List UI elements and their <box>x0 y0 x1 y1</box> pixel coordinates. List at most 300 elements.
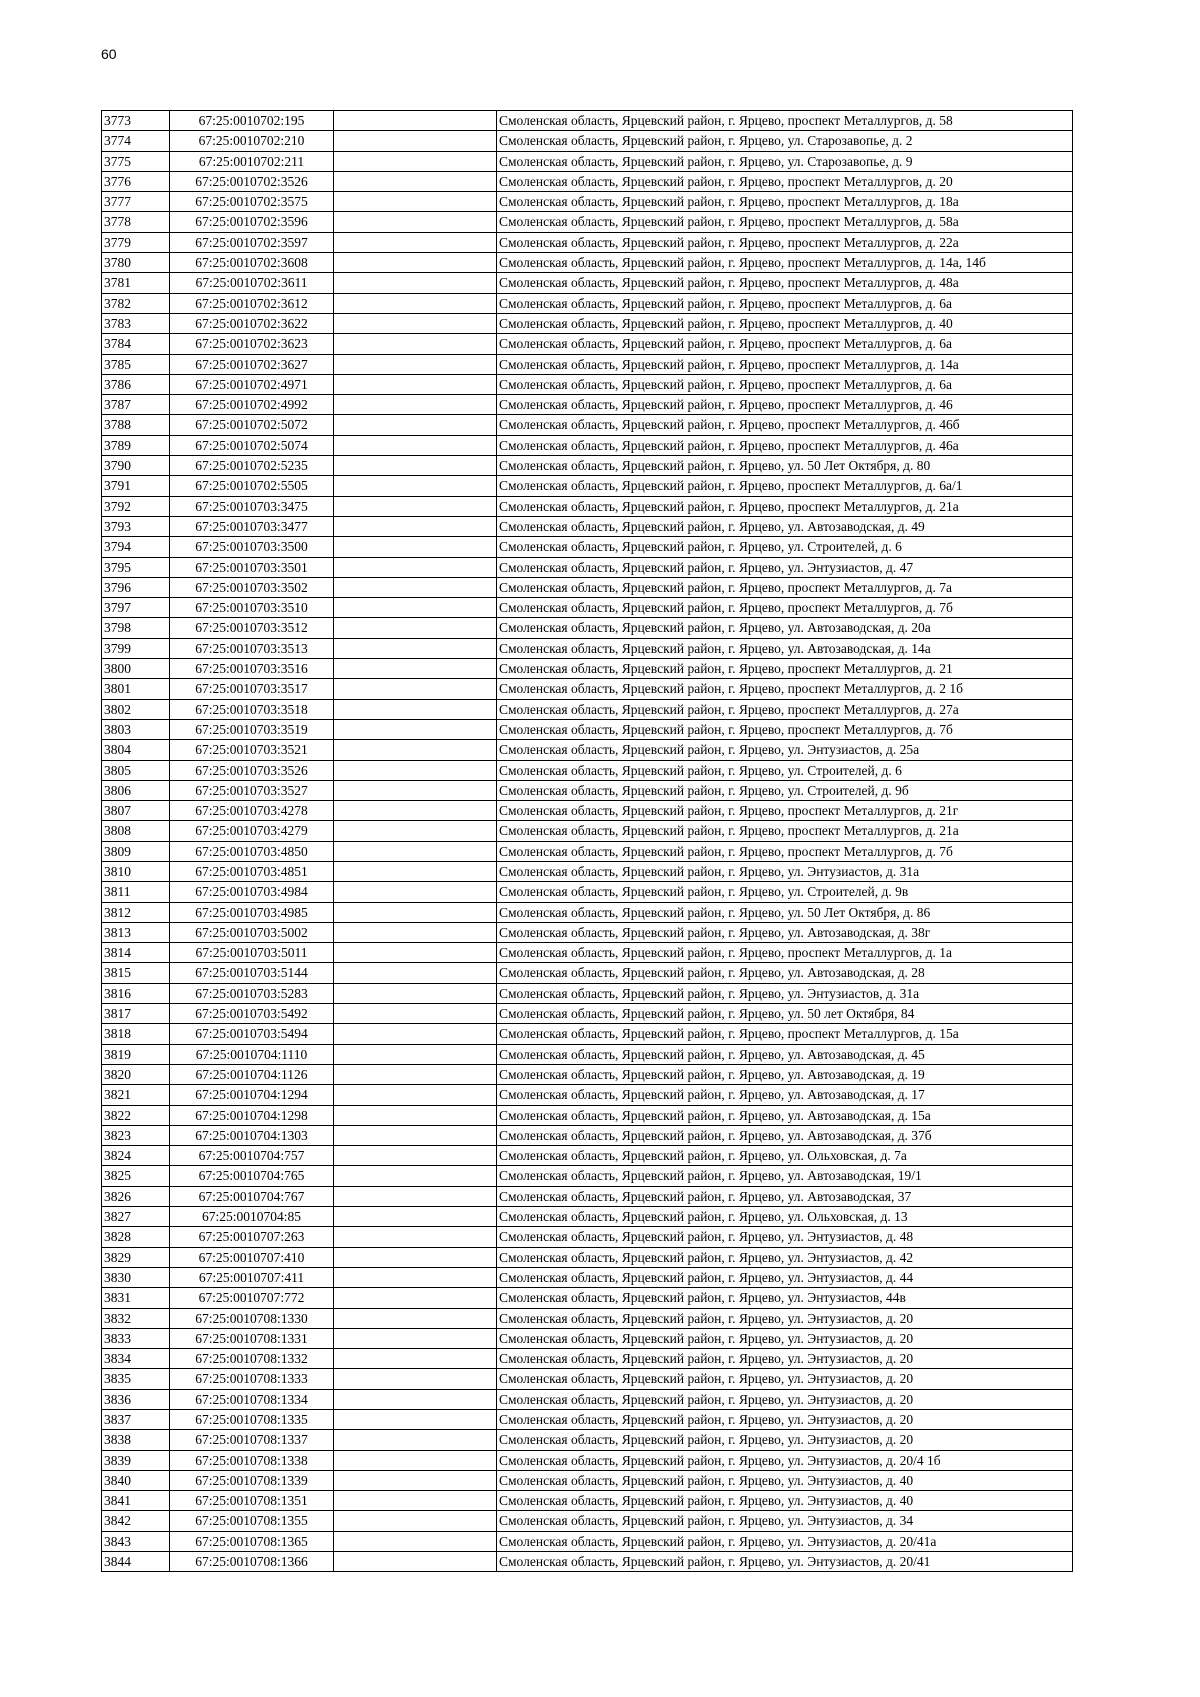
address-cell: Смоленская область, Ярцевский район, г. Ярцево, ул. Энтузиастов, д. 20 <box>497 1430 1073 1450</box>
address-cell: Смоленская область, Ярцевский район, г. Ярцево, ул. Энтузиастов, д. 42 <box>497 1247 1073 1267</box>
cadastral-number-cell: 67:25:0010702:3623 <box>170 334 334 354</box>
row-number-cell: 3773 <box>102 111 170 131</box>
table-row <box>102 537 1073 557</box>
cadastral-number-cell: 67:25:0010703:3518 <box>170 699 334 719</box>
row-number-cell: 3786 <box>102 374 170 394</box>
row-number-cell: 3810 <box>102 861 170 881</box>
address-cell: Смоленская область, Ярцевский район, г. Ярцево, ул. Ольховская, д. 13 <box>497 1207 1073 1227</box>
table-row <box>102 476 1073 496</box>
row-number-cell: 3818 <box>102 1024 170 1044</box>
table-row <box>102 882 1073 902</box>
table-row <box>102 1044 1073 1064</box>
address-cell: Смоленская область, Ярцевский район, г. Ярцево, ул. Автозаводская, 19/1 <box>497 1166 1073 1186</box>
row-number-cell: 3803 <box>102 719 170 739</box>
table-row <box>102 1267 1073 1287</box>
empty-cell <box>334 1247 497 1267</box>
cadastral-number-cell: 67:25:0010703:3519 <box>170 719 334 739</box>
cadastral-number-cell: 67:25:0010703:4279 <box>170 821 334 841</box>
empty-cell <box>334 780 497 800</box>
address-cell: Смоленская область, Ярцевский район, г. Ярцево, ул. Автозаводская, д. 28 <box>497 963 1073 983</box>
table-row <box>102 1207 1073 1227</box>
row-number-cell: 3812 <box>102 902 170 922</box>
address-cell: Смоленская область, Ярцевский район, г. Ярцево, проспект Металлургов, д. 1а <box>497 943 1073 963</box>
cadastral-number-cell: 67:25:0010703:4851 <box>170 861 334 881</box>
cadastral-number-cell: 67:25:0010704:1126 <box>170 1064 334 1084</box>
row-number-cell: 3804 <box>102 740 170 760</box>
row-number-cell: 3817 <box>102 1004 170 1024</box>
address-cell: Смоленская область, Ярцевский район, г. Ярцево, ул. Энтузиастов, д. 20 <box>497 1349 1073 1369</box>
table-row <box>102 171 1073 191</box>
row-number-cell: 3780 <box>102 253 170 273</box>
address-cell: Смоленская область, Ярцевский район, г. Ярцево, ул. Энтузиастов, д. 44 <box>497 1267 1073 1287</box>
cadastral-number-cell: 67:25:0010702:4992 <box>170 395 334 415</box>
cadastral-number-cell: 67:25:0010708:1355 <box>170 1511 334 1531</box>
row-number-cell: 3778 <box>102 212 170 232</box>
page-number: 60 <box>101 46 117 62</box>
empty-cell <box>334 1531 497 1551</box>
address-cell: Смоленская область, Ярцевский район, г. Ярцево, ул. Строителей, д. 9в <box>497 882 1073 902</box>
cadastral-number-cell: 67:25:0010708:1332 <box>170 1349 334 1369</box>
address-cell: Смоленская область, Ярцевский район, г. Ярцево, проспект Металлургов, д. 14а, 14б <box>497 253 1073 273</box>
table-row <box>102 192 1073 212</box>
empty-cell <box>334 1389 497 1409</box>
table-row <box>102 1349 1073 1369</box>
address-cell: Смоленская область, Ярцевский район, г. Ярцево, ул. Энтузиастов, д. 48 <box>497 1227 1073 1247</box>
empty-cell <box>334 1085 497 1105</box>
table-row <box>102 659 1073 679</box>
row-number-cell: 3807 <box>102 801 170 821</box>
empty-cell <box>334 618 497 638</box>
address-cell: Смоленская область, Ярцевский район, г. Ярцево, ул. Энтузиастов, д. 20 <box>497 1389 1073 1409</box>
cadastral-number-cell: 67:25:0010704:765 <box>170 1166 334 1186</box>
row-number-cell: 3843 <box>102 1531 170 1551</box>
empty-cell <box>334 861 497 881</box>
row-number-cell: 3819 <box>102 1044 170 1064</box>
address-cell: Смоленская область, Ярцевский район, г. Ярцево, ул. Энтузиастов, д. 20 <box>497 1328 1073 1348</box>
cadastral-number-cell: 67:25:0010703:3502 <box>170 577 334 597</box>
address-cell: Смоленская область, Ярцевский район, г. Ярцево, ул. Энтузиастов, 44в <box>497 1288 1073 1308</box>
table-row <box>102 598 1073 618</box>
address-cell: Смоленская область, Ярцевский район, г. Ярцево, ул. Автозаводская, д. 17 <box>497 1085 1073 1105</box>
row-number-cell: 3815 <box>102 963 170 983</box>
empty-cell <box>334 313 497 333</box>
table-row <box>102 131 1073 151</box>
cadastral-number-cell: 67:25:0010708:1339 <box>170 1470 334 1490</box>
address-cell: Смоленская область, Ярцевский район, г. Ярцево, проспект Металлургов, д. 18а <box>497 192 1073 212</box>
table-row <box>102 1389 1073 1409</box>
table-row <box>102 902 1073 922</box>
cadastral-number-cell: 67:25:0010708:1335 <box>170 1410 334 1430</box>
row-number-cell: 3824 <box>102 1146 170 1166</box>
row-number-cell: 3844 <box>102 1552 170 1572</box>
empty-cell <box>334 1125 497 1145</box>
empty-cell <box>334 1044 497 1064</box>
table-row <box>102 354 1073 374</box>
empty-cell <box>334 841 497 861</box>
cadastral-number-cell: 67:25:0010704:1298 <box>170 1105 334 1125</box>
cadastral-number-cell: 67:25:0010708:1365 <box>170 1531 334 1551</box>
empty-cell <box>334 395 497 415</box>
table-row <box>102 1004 1073 1024</box>
empty-cell <box>334 1024 497 1044</box>
cadastral-number-cell: 67:25:0010703:5144 <box>170 963 334 983</box>
cadastral-number-cell: 67:25:0010702:5505 <box>170 476 334 496</box>
row-number-cell: 3802 <box>102 699 170 719</box>
empty-cell <box>334 1105 497 1125</box>
row-number-cell: 3829 <box>102 1247 170 1267</box>
row-number-cell: 3827 <box>102 1207 170 1227</box>
table-row <box>102 111 1073 131</box>
address-cell: Смоленская область, Ярцевский район, г. Ярцево, проспект Металлургов, д. 46 <box>497 395 1073 415</box>
address-cell: Смоленская область, Ярцевский район, г. Ярцево, проспект Металлургов, д. 48а <box>497 273 1073 293</box>
cadastral-number-cell: 67:25:0010703:4850 <box>170 841 334 861</box>
cadastral-number-cell: 67:25:0010703:3521 <box>170 740 334 760</box>
row-number-cell: 3831 <box>102 1288 170 1308</box>
address-cell: Смоленская область, Ярцевский район, г. Ярцево, ул. Автозаводская, д. 49 <box>497 516 1073 536</box>
registry-table-body <box>102 111 1073 1572</box>
table-row <box>102 841 1073 861</box>
row-number-cell: 3777 <box>102 192 170 212</box>
address-cell: Смоленская область, Ярцевский район, г. Ярцево, проспект Металлургов, д. 7б <box>497 719 1073 739</box>
row-number-cell: 3796 <box>102 577 170 597</box>
empty-cell <box>334 760 497 780</box>
cadastral-number-cell: 67:25:0010703:3517 <box>170 679 334 699</box>
empty-cell <box>334 1511 497 1531</box>
address-cell: Смоленская область, Ярцевский район, г. Ярцево, проспект Металлургов, д. 58а <box>497 212 1073 232</box>
table-row <box>102 232 1073 252</box>
row-number-cell: 3801 <box>102 679 170 699</box>
empty-cell <box>334 821 497 841</box>
table-row <box>102 151 1073 171</box>
address-cell: Смоленская область, Ярцевский район, г. Ярцево, проспект Металлургов, д. 6а <box>497 334 1073 354</box>
cadastral-number-cell: 67:25:0010702:5072 <box>170 415 334 435</box>
address-cell: Смоленская область, Ярцевский район, г. Ярцево, ул. Автозаводская, д. 37б <box>497 1125 1073 1145</box>
table-row <box>102 1186 1073 1206</box>
address-cell: Смоленская область, Ярцевский район, г. Ярцево, проспект Металлургов, д. 21 <box>497 659 1073 679</box>
cadastral-number-cell: 67:25:0010703:3477 <box>170 516 334 536</box>
address-cell: Смоленская область, Ярцевский район, г. Ярцево, ул. Строителей, д. 6 <box>497 760 1073 780</box>
cadastral-number-cell: 67:25:0010703:3526 <box>170 760 334 780</box>
table-row <box>102 1410 1073 1430</box>
empty-cell <box>334 679 497 699</box>
cadastral-number-cell: 67:25:0010708:1334 <box>170 1389 334 1409</box>
table-row <box>102 943 1073 963</box>
empty-cell <box>334 192 497 212</box>
table-row <box>102 1531 1073 1551</box>
row-number-cell: 3808 <box>102 821 170 841</box>
table-row <box>102 415 1073 435</box>
cadastral-number-cell: 67:25:0010708:1331 <box>170 1328 334 1348</box>
row-number-cell: 3774 <box>102 131 170 151</box>
address-cell: Смоленская область, Ярцевский район, г. Ярцево, ул. Энтузиастов, д. 20 <box>497 1369 1073 1389</box>
table-row <box>102 1125 1073 1145</box>
row-number-cell: 3830 <box>102 1267 170 1287</box>
cadastral-number-cell: 67:25:0010703:4278 <box>170 801 334 821</box>
table-row <box>102 963 1073 983</box>
address-cell: Смоленская область, Ярцевский район, г. Ярцево, проспект Металлургов, д. 15а <box>497 1024 1073 1044</box>
empty-cell <box>334 516 497 536</box>
cadastral-number-cell: 67:25:0010703:3500 <box>170 537 334 557</box>
cadastral-number-cell: 67:25:0010704:1294 <box>170 1085 334 1105</box>
table-row <box>102 861 1073 881</box>
table-row <box>102 983 1073 1003</box>
cadastral-number-cell: 67:25:0010702:210 <box>170 131 334 151</box>
empty-cell <box>334 1288 497 1308</box>
row-number-cell: 3822 <box>102 1105 170 1125</box>
row-number-cell: 3841 <box>102 1491 170 1511</box>
row-number-cell: 3789 <box>102 435 170 455</box>
empty-cell <box>334 699 497 719</box>
table-row <box>102 719 1073 739</box>
cadastral-number-cell: 67:25:0010708:1330 <box>170 1308 334 1328</box>
table-row <box>102 1166 1073 1186</box>
row-number-cell: 3834 <box>102 1349 170 1369</box>
row-number-cell: 3820 <box>102 1064 170 1084</box>
address-cell: Смоленская область, Ярцевский район, г. Ярцево, ул. Автозаводская, д. 19 <box>497 1064 1073 1084</box>
address-cell: Смоленская область, Ярцевский район, г. Ярцево, ул. Строителей, д. 9б <box>497 780 1073 800</box>
cadastral-number-cell: 67:25:0010703:5002 <box>170 922 334 942</box>
cadastral-number-cell: 67:25:0010703:5011 <box>170 943 334 963</box>
table-row <box>102 1308 1073 1328</box>
address-cell: Смоленская область, Ярцевский район, г. Ярцево, ул. Ольховская, д. 7а <box>497 1146 1073 1166</box>
row-number-cell: 3799 <box>102 638 170 658</box>
table-row <box>102 435 1073 455</box>
empty-cell <box>334 1349 497 1369</box>
row-number-cell: 3779 <box>102 232 170 252</box>
cadastral-number-cell: 67:25:0010708:1338 <box>170 1450 334 1470</box>
cadastral-number-cell: 67:25:0010702:211 <box>170 151 334 171</box>
table-row <box>102 577 1073 597</box>
address-cell: Смоленская область, Ярцевский район, г. Ярцево, проспект Металлургов, д. 58 <box>497 111 1073 131</box>
row-number-cell: 3782 <box>102 293 170 313</box>
address-cell: Смоленская область, Ярцевский район, г. Ярцево, проспект Металлургов, д. 7б <box>497 598 1073 618</box>
row-number-cell: 3814 <box>102 943 170 963</box>
row-number-cell: 3797 <box>102 598 170 618</box>
empty-cell <box>334 171 497 191</box>
empty-cell <box>334 131 497 151</box>
row-number-cell: 3839 <box>102 1450 170 1470</box>
address-cell: Смоленская область, Ярцевский район, г. Ярцево, ул. Энтузиастов, д. 25а <box>497 740 1073 760</box>
cadastral-number-cell: 67:25:0010703:4984 <box>170 882 334 902</box>
address-cell: Смоленская область, Ярцевский район, г. Ярцево, проспект Металлургов, д. 7а <box>497 577 1073 597</box>
address-cell: Смоленская область, Ярцевский район, г. Ярцево, проспект Металлургов, д. 2 1б <box>497 679 1073 699</box>
empty-cell <box>334 1369 497 1389</box>
row-number-cell: 3838 <box>102 1430 170 1450</box>
empty-cell <box>334 1410 497 1430</box>
cadastral-number-cell: 67:25:0010703:5492 <box>170 1004 334 1024</box>
cadastral-number-cell: 67:25:0010702:3597 <box>170 232 334 252</box>
cadastral-number-cell: 67:25:0010704:85 <box>170 1207 334 1227</box>
address-cell: Смоленская область, Ярцевский район, г. Ярцево, ул. Автозаводская, 37 <box>497 1186 1073 1206</box>
empty-cell <box>334 1552 497 1572</box>
row-number-cell: 3811 <box>102 882 170 902</box>
table-row <box>102 699 1073 719</box>
row-number-cell: 3813 <box>102 922 170 942</box>
row-number-cell: 3840 <box>102 1470 170 1490</box>
empty-cell <box>334 374 497 394</box>
address-cell: Смоленская область, Ярцевский район, г. Ярцево, ул. Старозавопье, д. 2 <box>497 131 1073 151</box>
row-number-cell: 3805 <box>102 760 170 780</box>
row-number-cell: 3821 <box>102 1085 170 1105</box>
empty-cell <box>334 638 497 658</box>
empty-cell <box>334 476 497 496</box>
address-cell: Смоленская область, Ярцевский район, г. Ярцево, ул. Энтузиастов, д. 20/41а <box>497 1531 1073 1551</box>
row-number-cell: 3833 <box>102 1328 170 1348</box>
table-row <box>102 1450 1073 1470</box>
cadastral-number-cell: 67:25:0010707:411 <box>170 1267 334 1287</box>
registry-table <box>101 110 1073 1572</box>
address-cell: Смоленская область, Ярцевский район, г. Ярцево, проспект Металлургов, д. 6а <box>497 374 1073 394</box>
empty-cell <box>334 1470 497 1490</box>
empty-cell <box>334 1491 497 1511</box>
cadastral-number-cell: 67:25:0010702:4971 <box>170 374 334 394</box>
row-number-cell: 3795 <box>102 557 170 577</box>
empty-cell <box>334 963 497 983</box>
empty-cell <box>334 1267 497 1287</box>
empty-cell <box>334 719 497 739</box>
address-cell: Смоленская область, Ярцевский район, г. Ярцево, ул. 50 лет Октября, 84 <box>497 1004 1073 1024</box>
address-cell: Смоленская область, Ярцевский район, г. Ярцево, ул. Энтузиастов, д. 34 <box>497 1511 1073 1531</box>
table-row <box>102 313 1073 333</box>
empty-cell <box>334 1186 497 1206</box>
row-number-cell: 3785 <box>102 354 170 374</box>
address-cell: Смоленская область, Ярцевский район, г. Ярцево, ул. Старозавопье, д. 9 <box>497 151 1073 171</box>
empty-cell <box>334 334 497 354</box>
address-cell: Смоленская область, Ярцевский район, г. Ярцево, проспект Металлургов, д. 14а <box>497 354 1073 374</box>
address-cell: Смоленская область, Ярцевский район, г. Ярцево, ул. Энтузиастов, д. 20/41 <box>497 1552 1073 1572</box>
row-number-cell: 3832 <box>102 1308 170 1328</box>
address-cell: Смоленская область, Ярцевский район, г. Ярцево, ул. Энтузиастов, д. 40 <box>497 1470 1073 1490</box>
empty-cell <box>334 496 497 516</box>
address-cell: Смоленская область, Ярцевский район, г. Ярцево, ул. Автозаводская, д. 15а <box>497 1105 1073 1125</box>
cadastral-number-cell: 67:25:0010703:3527 <box>170 780 334 800</box>
empty-cell <box>334 557 497 577</box>
address-cell: Смоленская область, Ярцевский район, г. Ярцево, проспект Металлургов, д. 20 <box>497 171 1073 191</box>
address-cell: Смоленская область, Ярцевский район, г. Ярцево, проспект Металлургов, д. 6а <box>497 293 1073 313</box>
address-cell: Смоленская область, Ярцевский район, г. Ярцево, проспект Металлургов, д. 27а <box>497 699 1073 719</box>
empty-cell <box>334 1146 497 1166</box>
table-row <box>102 557 1073 577</box>
address-cell: Смоленская область, Ярцевский район, г. Ярцево, проспект Металлургов, д. 21а <box>497 821 1073 841</box>
table-row <box>102 1227 1073 1247</box>
empty-cell <box>334 801 497 821</box>
empty-cell <box>334 659 497 679</box>
address-cell: Смоленская область, Ярцевский район, г. Ярцево, проспект Металлургов, д. 22а <box>497 232 1073 252</box>
table-row <box>102 1552 1073 1572</box>
address-cell: Смоленская область, Ярцевский район, г. Ярцево, ул. Энтузиастов, д. 31а <box>497 983 1073 1003</box>
row-number-cell: 3792 <box>102 496 170 516</box>
address-cell: Смоленская область, Ярцевский район, г. Ярцево, ул. 50 Лет Октября, д. 86 <box>497 902 1073 922</box>
cadastral-number-cell: 67:25:0010707:772 <box>170 1288 334 1308</box>
table-row <box>102 1146 1073 1166</box>
address-cell: Смоленская область, Ярцевский район, г. Ярцево, проспект Металлургов, д. 21а <box>497 496 1073 516</box>
cadastral-number-cell: 67:25:0010707:410 <box>170 1247 334 1267</box>
cadastral-number-cell: 67:25:0010707:263 <box>170 1227 334 1247</box>
table-row <box>102 293 1073 313</box>
table-row <box>102 253 1073 273</box>
empty-cell <box>334 598 497 618</box>
address-cell: Смоленская область, Ярцевский район, г. Ярцево, ул. Автозаводская, д. 14а <box>497 638 1073 658</box>
cadastral-number-cell: 67:25:0010708:1351 <box>170 1491 334 1511</box>
empty-cell <box>334 111 497 131</box>
address-cell: Смоленская область, Ярцевский район, г. Ярцево, ул. Энтузиастов, д. 47 <box>497 557 1073 577</box>
cadastral-number-cell: 67:25:0010708:1337 <box>170 1430 334 1450</box>
row-number-cell: 3809 <box>102 841 170 861</box>
cadastral-number-cell: 67:25:0010702:3526 <box>170 171 334 191</box>
cadastral-number-cell: 67:25:0010703:5494 <box>170 1024 334 1044</box>
cadastral-number-cell: 67:25:0010702:5074 <box>170 435 334 455</box>
empty-cell <box>334 1227 497 1247</box>
cadastral-number-cell: 67:25:0010702:3611 <box>170 273 334 293</box>
empty-cell <box>334 1430 497 1450</box>
cadastral-number-cell: 67:25:0010702:195 <box>170 111 334 131</box>
row-number-cell: 3790 <box>102 456 170 476</box>
empty-cell <box>334 1308 497 1328</box>
row-number-cell: 3800 <box>102 659 170 679</box>
cadastral-number-cell: 67:25:0010703:3475 <box>170 496 334 516</box>
table-row <box>102 922 1073 942</box>
row-number-cell: 3781 <box>102 273 170 293</box>
empty-cell <box>334 232 497 252</box>
empty-cell <box>334 456 497 476</box>
table-row <box>102 1470 1073 1490</box>
cadastral-number-cell: 67:25:0010702:3575 <box>170 192 334 212</box>
empty-cell <box>334 253 497 273</box>
address-cell: Смоленская область, Ярцевский район, г. Ярцево, ул. Строителей, д. 6 <box>497 537 1073 557</box>
address-cell: Смоленская область, Ярцевский район, г. Ярцево, ул. Энтузиастов, д. 40 <box>497 1491 1073 1511</box>
table-row <box>102 1511 1073 1531</box>
cadastral-number-cell: 67:25:0010708:1333 <box>170 1369 334 1389</box>
cadastral-number-cell: 67:25:0010702:5235 <box>170 456 334 476</box>
row-number-cell: 3816 <box>102 983 170 1003</box>
row-number-cell: 3837 <box>102 1410 170 1430</box>
address-cell: Смоленская область, Ярцевский район, г. Ярцево, проспект Металлургов, д. 6а/1 <box>497 476 1073 496</box>
empty-cell <box>334 537 497 557</box>
empty-cell <box>334 902 497 922</box>
table-row <box>102 1024 1073 1044</box>
cadastral-number-cell: 67:25:0010702:3622 <box>170 313 334 333</box>
table-row <box>102 334 1073 354</box>
row-number-cell: 3842 <box>102 1511 170 1531</box>
table-row <box>102 1105 1073 1125</box>
empty-cell <box>334 943 497 963</box>
table-row <box>102 760 1073 780</box>
row-number-cell: 3798 <box>102 618 170 638</box>
cadastral-number-cell: 67:25:0010703:4985 <box>170 902 334 922</box>
empty-cell <box>334 212 497 232</box>
empty-cell <box>334 1064 497 1084</box>
cadastral-number-cell: 67:25:0010704:1110 <box>170 1044 334 1064</box>
cadastral-number-cell: 67:25:0010702:3608 <box>170 253 334 273</box>
table-row <box>102 679 1073 699</box>
cadastral-number-cell: 67:25:0010702:3627 <box>170 354 334 374</box>
cadastral-number-cell: 67:25:0010703:3516 <box>170 659 334 679</box>
row-number-cell: 3787 <box>102 395 170 415</box>
table-row <box>102 1369 1073 1389</box>
row-number-cell: 3788 <box>102 415 170 435</box>
row-number-cell: 3783 <box>102 313 170 333</box>
address-cell: Смоленская область, Ярцевский район, г. Ярцево, ул. Энтузиастов, д. 31а <box>497 861 1073 881</box>
table-row <box>102 1430 1073 1450</box>
address-cell: Смоленская область, Ярцевский район, г. Ярцево, проспект Металлургов, д. 46а <box>497 435 1073 455</box>
cadastral-number-cell: 67:25:0010704:767 <box>170 1186 334 1206</box>
address-cell: Смоленская область, Ярцевский район, г. Ярцево, ул. Энтузиастов, д. 20 <box>497 1410 1073 1430</box>
address-cell: Смоленская область, Ярцевский район, г. Ярцево, проспект Металлургов, д. 7б <box>497 841 1073 861</box>
table-row <box>102 821 1073 841</box>
table-row <box>102 1064 1073 1084</box>
address-cell: Смоленская область, Ярцевский район, г. Ярцево, проспект Металлургов, д. 46б <box>497 415 1073 435</box>
cadastral-number-cell: 67:25:0010708:1366 <box>170 1552 334 1572</box>
